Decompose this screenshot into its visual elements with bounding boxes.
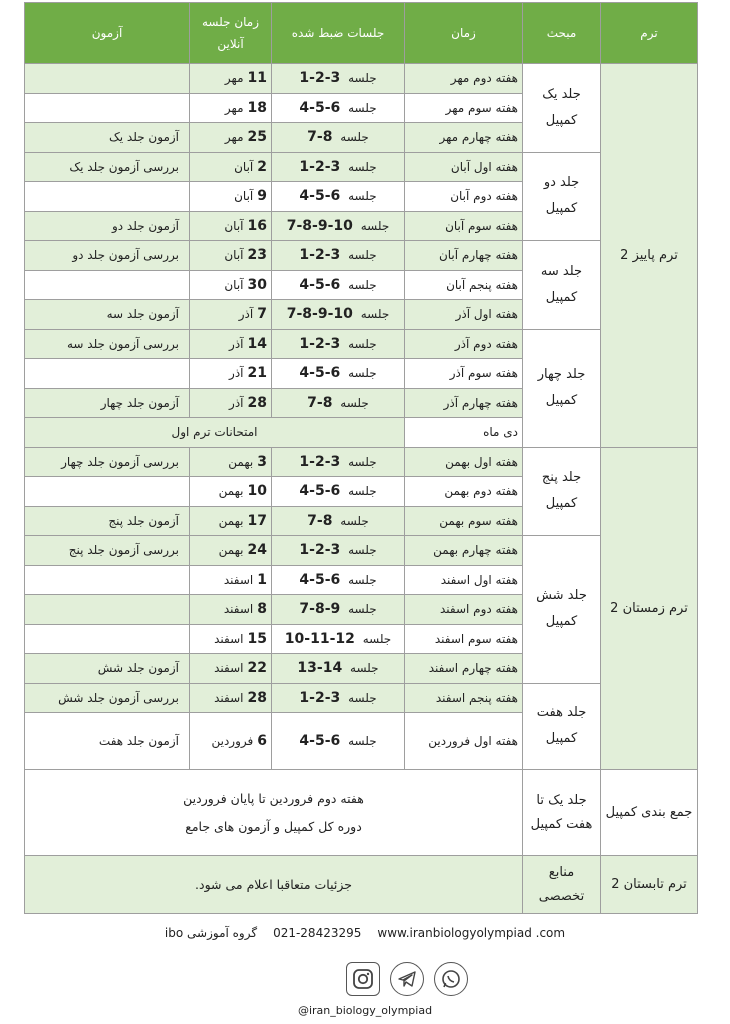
session-numbers: 6-5-4 [299,571,341,588]
online-day: 28 [247,689,267,706]
time-cell: هفته سوم اسفند [405,624,523,654]
online-day: 3 [257,453,267,470]
session-word: جلسه [348,734,377,748]
exam-cell: آزمون جلد چهار [25,388,190,418]
summary-line: هفته دوم فروردین تا پایان فروردین [183,790,364,806]
online-day: 8 [257,601,267,618]
time-cell: هفته سوم بهمن [405,506,523,536]
online-cell [190,477,272,507]
footer-group: گروه آموزشی ibo [164,926,258,940]
online-month: آبان [224,248,244,263]
session-word: جلسه [362,631,392,646]
session-word: جلسه [348,277,377,292]
header-exam: آزمون [25,3,190,64]
online-day: 1 [257,571,267,588]
recorded-cell [272,152,405,182]
whatsapp-icon[interactable] [434,962,468,996]
book-cell: جلد چهار کمپیل [523,329,601,447]
book-cell: جلد شش کمپیل [523,536,601,684]
recorded-cell [272,300,405,330]
online-cell [190,654,272,684]
online-month: آذر [229,366,244,381]
online-month: فروردین [211,734,254,748]
schedule-table [24,2,698,914]
recorded-cell [272,565,405,595]
online-month: مهر [224,71,244,86]
online-day: 25 [247,129,267,146]
session-numbers: 12-11-10 [284,630,355,647]
time-cell: هفته پنجم اسفند [405,683,523,713]
online-cell [190,359,272,389]
online-month: اسفند [214,690,244,705]
recorded-cell [272,182,405,212]
time-cell: هفته چهارم آذر [405,388,523,418]
book-cell: جلد یک کمپیل [523,64,601,153]
session-word: جلسه [348,189,377,204]
online-cell [190,270,272,300]
online-day: 16 [247,217,267,234]
session-word: جلسه [348,690,377,705]
schedule-sheet [24,2,697,914]
exam-cell [25,624,190,654]
online-cell [190,536,272,566]
online-cell [190,211,272,241]
session-numbers: 6-5-4 [299,188,341,205]
session-numbers: 10-9-8-7 [286,217,353,234]
header-term: ترم [601,3,698,64]
session-word: جلسه [348,602,377,617]
session-numbers: 3-2-1 [299,247,341,264]
time-cell: هفته اول آبان [405,152,523,182]
exam-cell: بررسی آزمون جلد سه [25,329,190,359]
instagram-icon[interactable] [346,962,380,996]
time-cell: هفته سوم آبان [405,211,523,241]
online-month: آذر [238,307,254,322]
exam-cell [25,565,190,595]
session-word: جلسه [360,307,390,322]
session-word: جلسه [340,130,369,145]
header-online: زمان جلسه آنلاین [190,3,272,64]
online-month: بهمن [218,543,244,558]
exam-cell: آزمون جلد پنج [25,506,190,536]
time-cell: هفته دوم مهر [405,64,523,94]
session-word: جلسه [340,395,369,410]
recorded-cell [272,329,405,359]
session-word: جلسه [348,454,377,469]
online-day: 7 [257,306,267,323]
online-cell [190,93,272,123]
book-cell: جلد یک تا هفت کمپیل [523,770,601,856]
session-numbers: 8-7 [307,129,333,146]
footer-handle[interactable]: @iran_biology_olympiad [297,1004,433,1017]
session-numbers: 3-2-1 [299,70,341,87]
time-cell: هفته دوم آذر [405,329,523,359]
recorded-cell [272,654,405,684]
online-day: 30 [247,276,267,293]
footer-phone[interactable]: 021-28423295 [273,926,362,940]
telegram-icon[interactable] [390,962,424,996]
time-cell: هفته سوم آذر [405,359,523,389]
session-numbers: 3-2-1 [299,158,341,175]
online-day: 6 [257,733,267,749]
online-month: آذر [229,395,244,410]
exam-cell: بررسی آزمون جلد دو [25,241,190,271]
footer [0,926,730,940]
online-day: 2 [257,158,267,175]
exam-cell [25,359,190,389]
book-cell: جلد سه کمپیل [523,241,601,330]
time-cell: هفته دوم اسفند [405,595,523,625]
online-cell [190,182,272,212]
session-numbers: 6-5-4 [299,483,341,500]
session-numbers: 8-7 [307,394,333,411]
online-month: آبان [224,277,244,292]
session-numbers: 3-2-1 [299,689,341,706]
time-cell: هفته چهارم آبان [405,241,523,271]
online-day: 10 [247,483,267,500]
online-cell [190,565,272,595]
time-cell: هفته اول اسفند [405,565,523,595]
footer-website[interactable]: www.iranbiologyolympiad .com [377,926,566,940]
recorded-cell [272,241,405,271]
online-day: 22 [247,660,267,677]
online-month: مهر [224,100,244,115]
social-icons [346,962,468,996]
recorded-cell [272,506,405,536]
online-month: اسفند [214,661,244,676]
recorded-cell [272,211,405,241]
online-cell [190,64,272,94]
session-word: جلسه [340,513,369,528]
session-word: جلسه [348,366,377,381]
exams-cell: امتحانات ترم اول [25,418,405,448]
online-day: 18 [247,99,267,116]
online-day: 28 [247,394,267,411]
table-row [25,64,698,94]
time-cell: هفته سوم مهر [405,93,523,123]
header-recorded: جلسات ضبط شده [272,3,405,64]
session-word: جلسه [348,71,377,86]
online-month: اسفند [223,602,254,617]
recorded-cell [272,683,405,713]
session-word: جلسه [348,159,377,174]
term-cell: ترم زمستان 2 [601,447,698,770]
session-numbers: 10-9-8-7 [286,306,353,323]
time-cell: هفته چهارم اسفند [405,654,523,684]
time-cell: هفته پنجم آبان [405,270,523,300]
time-cell: هفته چهارم مهر [405,123,523,153]
header-time: زمان [405,3,523,64]
online-cell [190,123,272,153]
session-word: جلسه [360,218,390,233]
exam-cell [25,270,190,300]
session-word: جلسه [348,543,377,558]
summary-row [25,770,698,856]
session-numbers: 6-5-4 [299,733,341,749]
time-cell: هفته دوم آبان [405,182,523,212]
recorded-cell [272,713,405,770]
exam-cell: آزمون جلد شش [25,654,190,684]
exam-cell: آزمون جلد یک [25,123,190,153]
recorded-cell [272,447,405,477]
session-numbers: 3-2-1 [299,453,341,470]
online-day: 21 [247,365,267,382]
schedule-body [25,64,698,914]
recorded-cell [272,270,405,300]
online-day: 23 [247,247,267,264]
online-cell [190,713,272,770]
online-cell [190,152,272,182]
session-numbers: 6-5-4 [299,276,341,293]
online-cell [190,447,272,477]
recorded-cell [272,536,405,566]
exam-cell: بررسی آزمون جلد یک [25,152,190,182]
summary-text-cell [25,770,523,856]
session-numbers: 3-2-1 [299,335,341,352]
online-month: آذر [229,336,244,351]
online-month: بهمن [218,484,244,499]
recorded-cell [272,477,405,507]
online-day: 24 [247,542,267,559]
online-month: اسفند [223,572,254,587]
summer-text-cell: جزئیات متعاقبا اعلام می شود. [25,856,523,914]
online-cell [190,506,272,536]
online-day: 11 [247,70,267,87]
recorded-cell [272,595,405,625]
exam-cell [25,182,190,212]
exam-cell: بررسی آزمون جلد پنج [25,536,190,566]
online-day: 14 [247,335,267,352]
exam-cell [25,477,190,507]
header-subject: مبحث [523,3,601,64]
book-cell: جلد هفت کمپیل [523,683,601,770]
table-row [25,683,698,713]
online-cell [190,329,272,359]
online-cell [190,300,272,330]
online-month: مهر [224,130,244,145]
online-day: 15 [247,630,267,647]
online-cell [190,388,272,418]
time-cell: هفته اول آذر [405,300,523,330]
session-numbers: 3-2-1 [299,542,341,559]
exam-cell: آزمون جلد دو [25,211,190,241]
time-cell: هفته اول بهمن [405,447,523,477]
session-word: جلسه [348,248,377,263]
time-cell: دی ماه [405,418,523,448]
exam-cell: بررسی آزمون جلد چهار [25,447,190,477]
online-cell [190,624,272,654]
table-row [25,329,698,359]
term-cell: جمع بندی کمپیل [601,770,698,856]
summer-row [25,856,698,914]
exam-cell [25,93,190,123]
table-row [25,241,698,271]
term-cell: ترم تابستان 2 [601,856,698,914]
recorded-cell [272,359,405,389]
session-word: جلسه [348,336,377,351]
session-word: جلسه [348,572,377,587]
time-cell: هفته اول فروردین [405,713,523,770]
recorded-cell [272,64,405,94]
session-numbers: 8-7 [307,512,333,529]
exam-cell: آزمون جلد هفت [25,713,190,770]
table-row [25,536,698,566]
online-month: بهمن [228,454,254,469]
session-word: جلسه [350,661,379,676]
recorded-cell [272,624,405,654]
session-word: جلسه [348,484,377,499]
online-cell [190,241,272,271]
exam-cell [25,64,190,94]
summary-line: دوره کل کمپیل و آزمون های جامع [185,818,362,834]
exam-cell: آزمون جلد سه [25,300,190,330]
book-cell: منابع تخصصی [523,856,601,914]
online-month: آبان [234,159,254,174]
recorded-cell [272,93,405,123]
online-day: 17 [247,512,267,529]
online-cell [190,683,272,713]
table-row [25,152,698,182]
exam-cell [25,595,190,625]
online-day: 9 [257,188,267,205]
term-cell: ترم پاییز 2 [601,64,698,448]
table-row [25,447,698,477]
session-numbers: 6-5-4 [299,365,341,382]
online-month: آبان [234,189,254,204]
book-cell: جلد پنج کمپیل [523,447,601,536]
time-cell: هفته چهارم بهمن [405,536,523,566]
online-month: بهمن [218,513,244,528]
exam-cell: بررسی آزمون جلد شش [25,683,190,713]
session-numbers: 14-13 [297,660,343,677]
online-month: اسفند [214,631,244,646]
online-cell [190,595,272,625]
session-numbers: 6-5-4 [299,99,341,116]
recorded-cell [272,123,405,153]
session-word: جلسه [348,100,377,115]
recorded-cell [272,388,405,418]
book-cell: جلد دو کمپیل [523,152,601,241]
session-numbers: 9-8-7 [299,601,341,618]
online-month: آبان [224,218,244,233]
time-cell: هفته دوم بهمن [405,477,523,507]
